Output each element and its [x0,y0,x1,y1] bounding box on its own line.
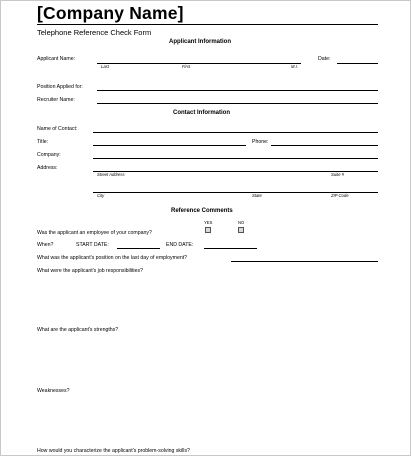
no-label: NO [238,220,245,225]
question-position-last-day: What was the applicant's position on the last day of employment? [37,255,188,261]
phone-field[interactable] [271,145,378,146]
company-name: [Company Name] [37,3,184,23]
applicant-name-label: Applicant Name: [37,56,76,62]
contact-title-label: Title: [37,139,49,145]
sub-label-state: State [252,193,262,198]
question-strengths: What are the applicant's strengths? [37,327,119,333]
section-title-reference: Reference Comments [171,208,233,214]
question-weaknesses: Weaknesses? [37,388,70,394]
position-label: Position Applied for: [37,84,83,90]
address-label: Address: [37,165,58,171]
contact-title-field[interactable] [93,145,246,146]
sub-label-last: Last [101,64,109,69]
start-date-field[interactable] [117,248,160,249]
sub-label-mi: M.I. [291,64,298,69]
start-date-label: START DATE: [76,242,109,248]
question-problem-solving: How would you characterize the applicant's problem-solving skills? [37,448,190,454]
date-label: Date: [318,56,331,62]
sub-label-zip: ZIP Code [331,193,349,198]
phone-label: Phone: [252,139,269,145]
section-title-contact: Contact Information [173,110,230,116]
sub-label-street: Street Address [97,172,125,177]
no-checkbox[interactable] [238,227,244,233]
question-responsibilities: What were the applicant's job responsibilities? [37,268,143,274]
recruiter-field[interactable] [97,103,378,104]
applicant-name-field[interactable] [97,63,301,64]
header-rule [37,24,378,25]
sub-label-suite: Suite # [331,172,345,177]
end-date-field[interactable] [204,248,257,249]
position-last-day-field[interactable] [231,261,378,262]
sub-label-city: City [97,193,105,198]
position-field[interactable] [97,90,378,91]
yes-label: YES [204,220,213,225]
yes-checkbox[interactable] [205,227,211,233]
contact-company-field[interactable] [93,158,378,159]
section-title-applicant: Applicant Information [169,39,231,45]
when-label: When? [37,242,54,248]
end-date-label: END DATE: [166,242,194,248]
contact-company-label: Company: [37,152,61,158]
contact-name-field[interactable] [93,132,378,133]
sub-label-first: First [182,64,191,69]
recruiter-label: Recruiter Name: [37,97,75,103]
question-employee: Was the applicant an employee of your company? [37,230,152,236]
contact-name-label: Name of Contact: [37,126,78,132]
date-field[interactable] [337,63,378,64]
form-title: Telephone Reference Check Form [37,28,152,37]
